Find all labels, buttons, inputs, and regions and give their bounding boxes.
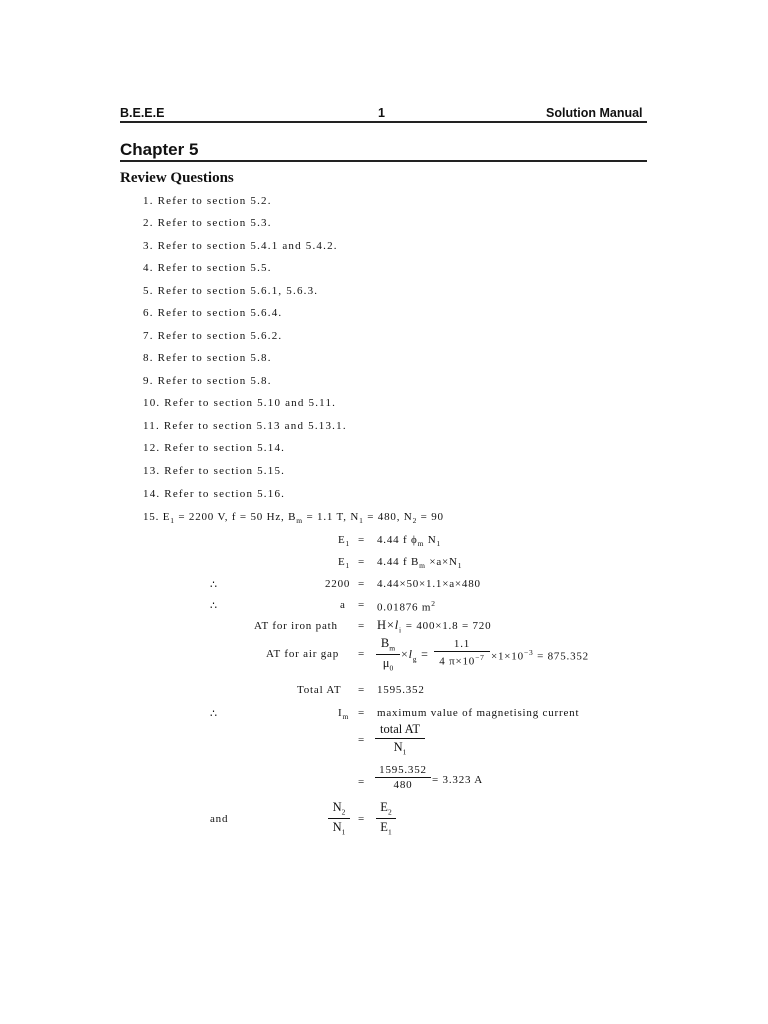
eq-2200-rhs: 4.44×50×1.1×a×480 [377,578,481,590]
air-result: = 875.352 [537,650,589,663]
eq-sign: = [358,648,366,660]
problem-15-given: 15. $E_1 = 2200$ V, f = 50 Hz, $B_m = 1.1$ T, $N_1 = 480$, $N_2 = 90$ [143,511,444,526]
fraction-total-at-n1 [375,722,425,757]
eq-sign: = [358,620,366,632]
fraction-bm-mu0: $B_m$ $\mu_0$ [376,636,400,672]
eq-e1-rhs: 4.44 f $\phi_m$ $N_1$ [377,534,442,549]
a-value: 0.01876 m [377,601,432,614]
header-manual-title: Solution Manual [546,106,643,120]
therefore-symbol: ∴ [210,600,218,612]
eq-sign: = [358,534,366,546]
im-denominator: 480 [393,779,413,791]
eq-e1-lhs-2: $E_1$ [338,556,351,571]
air-den-exp: −7 [475,653,485,662]
eq-sign: = [358,813,366,825]
review-item: 1. Refer to section 5.2. [143,195,272,207]
im-description: maximum value of magnetising current [377,707,580,719]
fraction-n2-n1: $N_2$ $N_1$ [328,800,350,836]
given-n2: 90 [431,511,444,523]
im-numerator: 1595.352 [379,764,427,776]
total-at-value: 1595.352 [377,684,425,696]
given-f: 50 Hz [250,511,282,523]
therefore-symbol: ∴ [210,708,218,720]
air-den-base: 4 π×10 [439,655,476,668]
eq-sign: = [358,707,366,719]
review-item: 13. Refer to section 5.15. [143,465,286,477]
fraction-e2-e1: $E_2$ $E_1$ [376,800,396,836]
given-e1: 2200 V [188,511,225,523]
total-at-label: Total AT [297,684,342,696]
section-title: Review Questions [120,170,234,186]
given-bm: 1.1 T [317,511,344,523]
at-iron-expr: $H\times l_i = 400\times 1.8 = 720$ [377,618,492,635]
n1-den: $N_1$ [393,740,407,757]
eq-sign: = [358,776,366,788]
review-item: 7. Refer to section 5.6.2. [143,330,283,342]
review-item: 8. Refer to section 5.8. [143,352,272,364]
air-denominator [434,653,490,668]
and-label: and [210,813,229,825]
im-lhs: $I_m$ [338,707,350,722]
review-item: 3. Refer to section 5.4.1 and 5.4.2. [143,240,338,252]
at-air-label: AT for air gap [266,648,340,660]
given-n1: 480 [377,511,397,523]
eq-sign: = [358,578,366,590]
times-lg: $\times l_g$ = [401,647,429,664]
eq-2200-lhs: 2200 [325,578,351,590]
eq-a-rhs [377,599,436,614]
im-result: = 3.323 A [432,774,483,786]
air-tail-exp: −3 [523,648,534,657]
eq-e1-rhs-2: 4.44 f $B_m \times a\times N_1$ [377,556,463,571]
review-item: 5. Refer to section 5.6.1, 5.6.3. [143,285,319,297]
review-item: 9. Refer to section 5.8. [143,375,272,387]
total-at-frac-num: total AT [380,722,420,736]
chapter-rule [120,160,647,162]
eq-sign: = [358,734,366,746]
at-iron-value: = 400×1.8 = 720 [405,620,492,632]
review-item: 6. Refer to section 5.6.4. [143,307,283,319]
air-numerator: 1.1 [453,638,471,650]
eq-e1-lhs: $E_1$ [338,534,351,549]
n1-den-letter: N [393,740,403,754]
review-item: 12. Refer to section 5.14. [143,442,286,454]
header-page-number: 1 [378,106,385,120]
chapter-title: Chapter 5 [120,140,199,159]
review-item: 11. Refer to section 5.13 and 5.13.1. [143,420,347,432]
review-item: 10. Refer to section 5.10 and 5.11. [143,397,337,409]
eq-sign: = [358,684,366,696]
problem-number: 15. [143,511,160,523]
fraction-im [375,764,431,791]
at-iron-label: AT for iron path [254,620,338,632]
review-item: 14. Refer to section 5.16. [143,488,286,500]
header-rule [120,121,647,123]
air-tail-base: ×1×10 [491,650,524,663]
header-course-code: B.E.E.E [120,106,165,120]
therefore-symbol: ∴ [210,579,218,591]
fraction-air [434,638,490,668]
eq-sign: = [358,599,366,611]
eq-a-lhs: a [340,599,346,611]
review-item: 4. Refer to section 5.5. [143,262,272,274]
air-tail [491,648,589,663]
eq-sign: = [358,556,366,568]
review-item: 2. Refer to section 5.3. [143,217,272,229]
a-exponent: 2 [431,599,436,608]
